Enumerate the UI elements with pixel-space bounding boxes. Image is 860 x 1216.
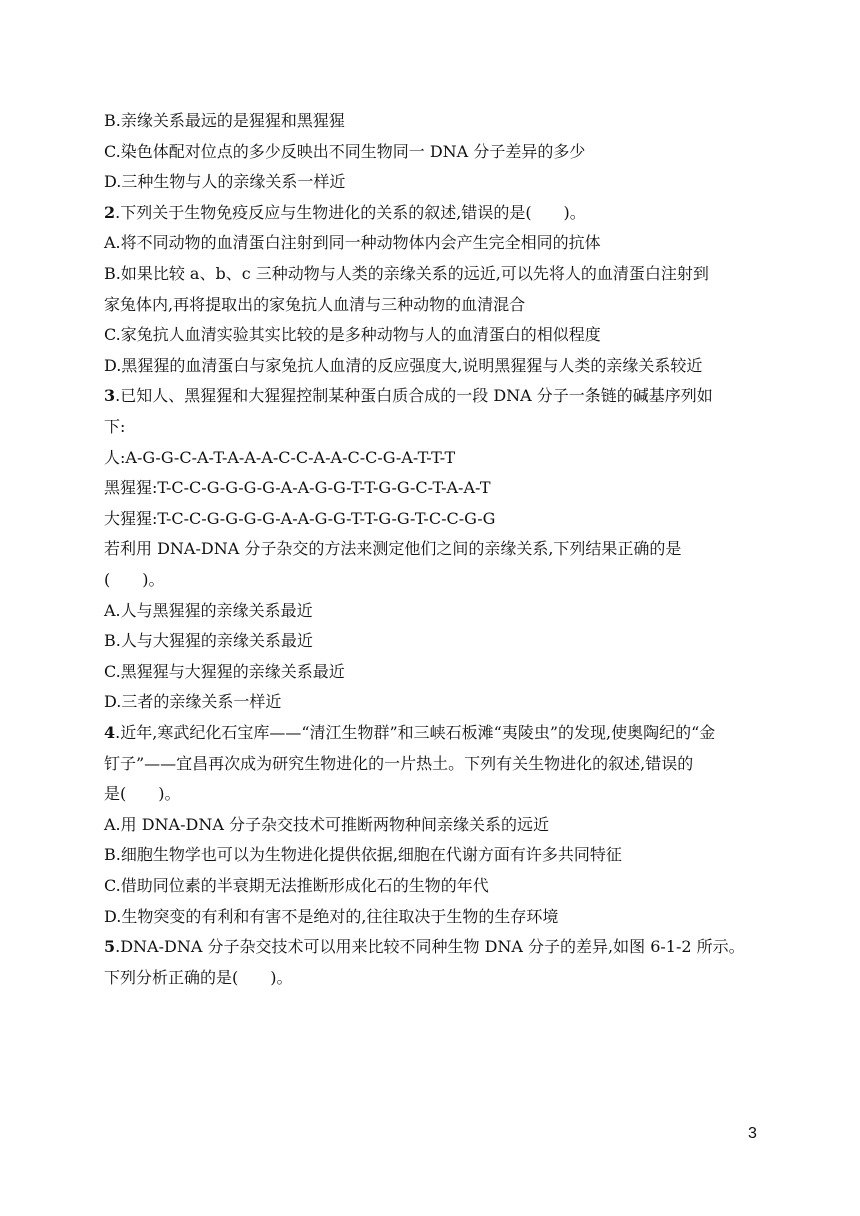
line-text: D.生物突变的有利和有害不是绝对的,往往取决于生物的生存环境	[104, 907, 559, 926]
text-line	[104, 294, 525, 316]
line-text: 下:	[104, 417, 126, 436]
text-line	[104, 753, 693, 775]
question-stem-line	[104, 202, 586, 224]
page-number: 3	[748, 1125, 757, 1142]
text-line	[104, 171, 345, 193]
text-line	[104, 630, 313, 652]
question-number: 3	[104, 386, 116, 405]
line-text: C.染色体配对位点的多少反映出不同生物同一 DNA 分子差异的多少	[104, 142, 586, 161]
line-text: D.黑猩猩的血清蛋白与家兔抗人血清的反应强度大,说明黑猩猩与人类的亲缘关系较近	[104, 356, 703, 375]
line-text: A.用 DNA-DNA 分子杂交技术可推断两物种间亲缘关系的远近	[104, 815, 549, 834]
text-line	[104, 232, 601, 254]
line-text: A.人与黑猩猩的亲缘关系最近	[104, 601, 313, 620]
line-text: D.三者的亲缘关系一样近	[104, 692, 282, 711]
text-line	[104, 447, 455, 469]
text-line	[104, 508, 495, 530]
line-text: 大猩猩:T-C-C-G-G-G-G-A-A-G-G-T-T-G-G-T-C-C-G-G	[104, 509, 496, 528]
line-text: .下列关于生物免疫反应与生物进化的关系的叙述,错误的是( )。	[115, 203, 586, 222]
line-text: 家兔体内,再将提取出的家兔抗人血清与三种动物的血清混合	[104, 295, 526, 314]
line-text: 黑猩猩:T-C-C-G-G-G-G-A-A-G-G-T-T-G-G-C-T-A-A-T	[104, 478, 491, 497]
line-text: D.三种生物与人的亲缘关系一样近	[104, 172, 346, 191]
text-line	[104, 967, 293, 989]
text-line	[104, 110, 345, 132]
line-text: .DNA-DNA 分子杂交技术可以用来比较不同种生物 DNA 分子的差异,如图 6-1-2 所示。	[115, 937, 745, 956]
line-text: B.亲缘关系最远的是猩猩和黑猩猩	[104, 111, 345, 130]
line-text: 钉子”——宜昌再次成为研究生物进化的一片热土。下列有关生物进化的叙述,错误的	[104, 754, 694, 773]
line-text: 下列分析正确的是( )。	[104, 968, 293, 987]
line-text: B.人与大猩猩的亲缘关系最近	[104, 631, 313, 650]
line-text: .已知人、黑猩猩和大猩猩控制某种蛋白质合成的一段 DNA 分子一条链的碱基序列如	[115, 386, 713, 405]
question-stem-line	[104, 936, 745, 958]
line-text: .近年,寒武纪化石宝库——“清江生物群”和三峡石板滩“夷陵虫”的发现,使奥陶纪的“金	[115, 723, 716, 742]
text-line	[104, 875, 489, 897]
text-line	[104, 416, 125, 438]
line-text: B.细胞生物学也可以为生物进化提供依据,细胞在代谢方面有许多共同特征	[104, 845, 622, 864]
line-text: 人:A-G-G-C-A-T-A-A-A-C-C-A-A-C-C-G-A-T-T-T	[104, 448, 456, 467]
line-text: B.如果比较 a、b、c 三种动物与人类的亲缘关系的远近,可以先将人的血清蛋白注射到	[104, 264, 709, 283]
text-line	[104, 691, 281, 713]
line-text: A.将不同动物的血清蛋白注射到同一种动物体内会产生完全相同的抗体	[104, 233, 601, 252]
text-line	[104, 814, 549, 836]
text-line	[104, 569, 165, 591]
text-line	[104, 324, 601, 346]
text-line	[104, 783, 181, 805]
line-text: 若利用 DNA-DNA 分子杂交的方法来测定他们之间的亲缘关系,下列结果正确的是	[104, 539, 682, 558]
line-text: C.借助同位素的半衰期无法推断形成化石的生物的年代	[104, 876, 489, 895]
question-number: 2	[104, 203, 116, 222]
line-text: C.家兔抗人血清实验其实比较的是多种动物与人的血清蛋白的相似程度	[104, 325, 601, 344]
text-line	[104, 477, 491, 499]
line-text: 是( )。	[104, 784, 181, 803]
text-line	[104, 355, 702, 377]
question-stem-line	[104, 722, 715, 744]
text-line	[104, 600, 313, 622]
text-line	[104, 844, 622, 866]
question-stem-line	[104, 385, 713, 407]
text-line	[104, 538, 681, 560]
text-line	[104, 141, 585, 163]
line-text: ( )。	[104, 570, 165, 589]
line-text: C.黑猩猩与大猩猩的亲缘关系最近	[104, 662, 345, 681]
question-number: 5	[104, 937, 116, 956]
question-number: 4	[104, 723, 116, 742]
text-line	[104, 263, 709, 285]
text-line	[104, 661, 345, 683]
text-line	[104, 906, 558, 928]
